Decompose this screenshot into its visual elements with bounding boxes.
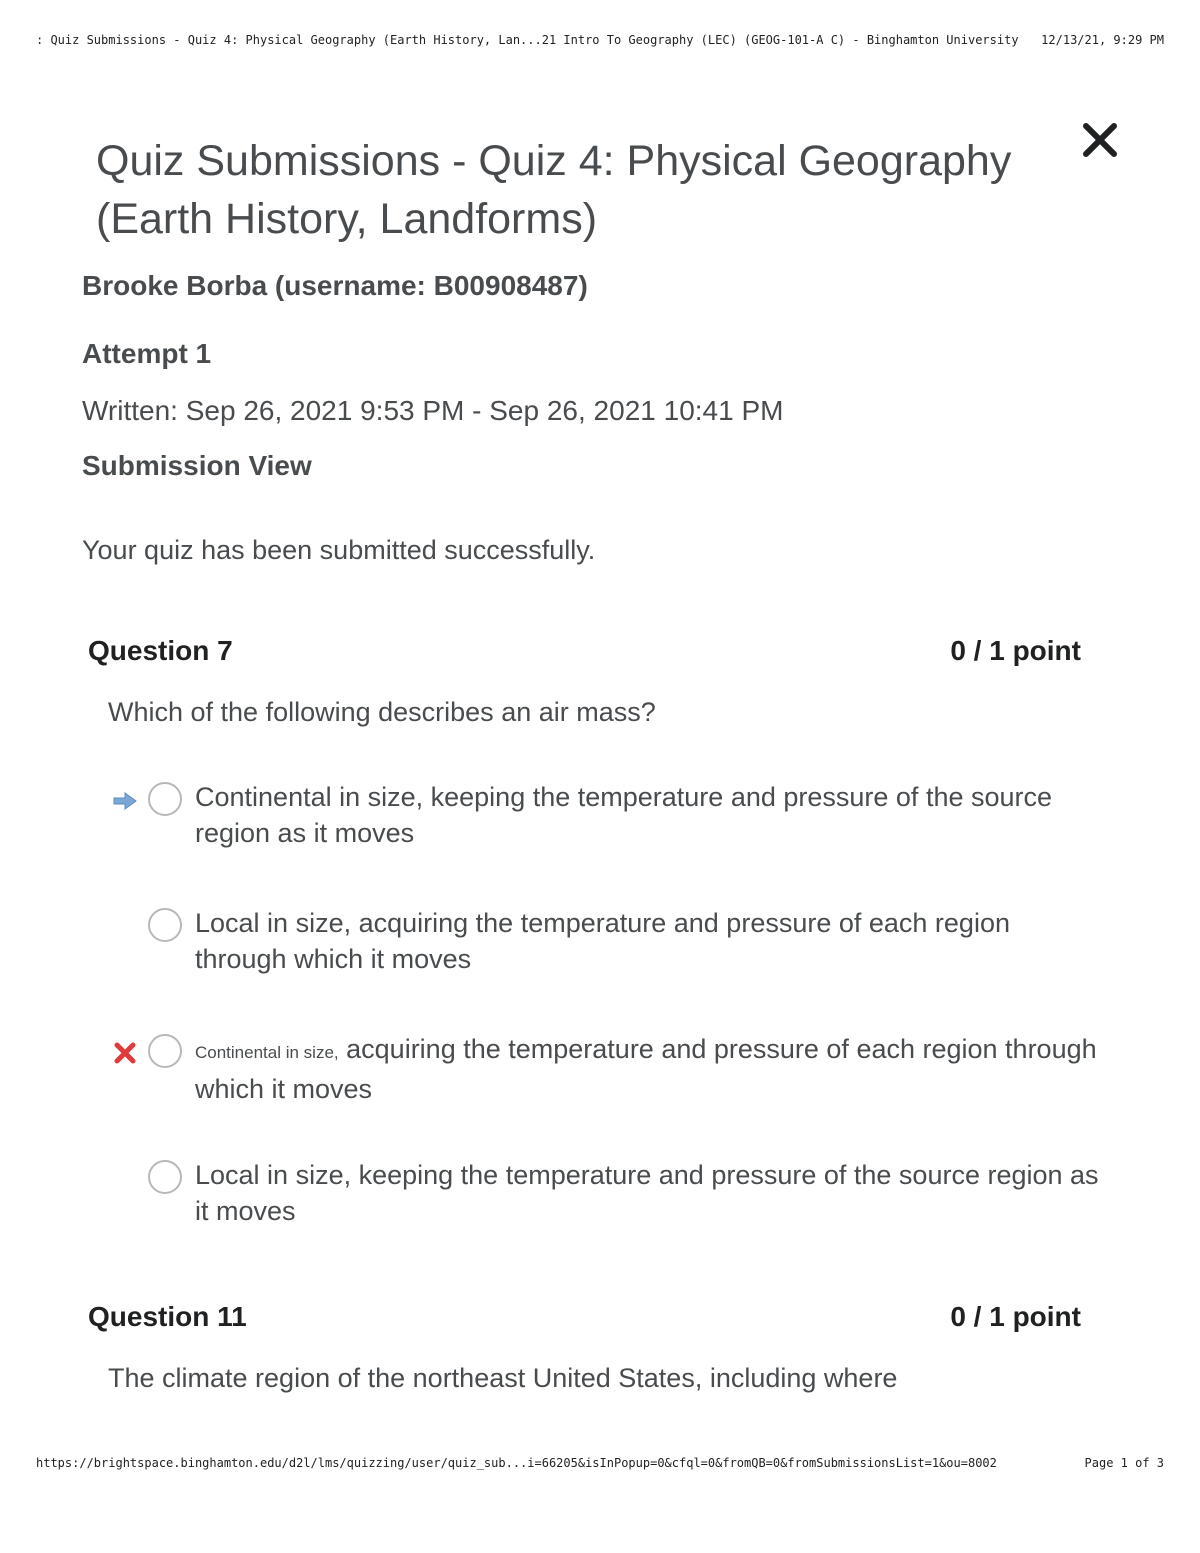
answer-option (110, 908, 1110, 988)
page-title: Quiz Submissions - Quiz 4: Physical Geography (Earth History, Landforms) (96, 137, 1012, 243)
print-footer (36, 1456, 1164, 1470)
question-label: Question 11 (88, 1301, 247, 1332)
answer-text: Local in size, acquiring the temperature and pressure of each region through which it moves (195, 908, 1010, 974)
answer-radio[interactable] (148, 1034, 182, 1068)
print-header (36, 33, 1164, 47)
answer-text: Continental in size, keeping the temperature and pressure of the source region as it moves (195, 782, 1053, 848)
answer-text-prefix: Continental in size, (195, 1043, 339, 1062)
answer-radio[interactable] (148, 908, 182, 942)
question-header (88, 635, 1081, 667)
question-text: Which of the following describes an air mass? (108, 697, 656, 727)
print-header-datetime: 12/13/21, 9:29 PM (1041, 33, 1164, 47)
question-score: 0 / 1 point (950, 1301, 1081, 1332)
answer-text: Local in size, keeping the temperature and pressure of the source region as it moves (195, 1160, 1099, 1226)
written-timestamp: Written: Sep 26, 2021 9:53 PM - Sep 26, 2021 10:41 PM (82, 395, 784, 426)
answer-option (110, 782, 1110, 862)
success-message: Your quiz has been submitted successfully. (82, 535, 596, 565)
answer-radio[interactable] (148, 782, 182, 816)
answer-text-rest: acquiring the temperature and pressure of each region through which it moves (195, 1034, 1097, 1104)
answer-text (195, 1031, 1105, 1107)
correct-answer-arrow-icon (110, 786, 140, 816)
question-header (88, 1301, 1081, 1333)
answer-radio[interactable] (148, 1160, 182, 1194)
incorrect-x-icon (110, 1038, 140, 1068)
print-footer-page: Page 1 of 3 (1084, 1456, 1164, 1470)
submission-view-heading: Submission View (82, 450, 312, 481)
question-score: 0 / 1 point (950, 635, 1081, 666)
question-label: Question 7 (88, 635, 233, 666)
print-footer-url: https://brightspace.binghamton.edu/d2l/lms/quizzing/user/quiz_sub...i=66205&isInPopup=0&cfql=0&fromQB=0&fromSubmissionsList=1&ou=8002 (36, 1456, 997, 1470)
student-name: Brooke Borba (username: B00908487) (82, 270, 588, 301)
print-header-title: : Quiz Submissions - Quiz 4: Physical Geography (Earth History, Lan...21 Intro To Geography (LEC) (GEOG-101-A C) - Binghamton University (36, 33, 1019, 47)
attempt-label: Attempt 1 (82, 338, 212, 369)
question-text: The climate region of the northeast United States, including where (108, 1363, 898, 1393)
answer-option (110, 1034, 1110, 1114)
answer-option (110, 1160, 1110, 1240)
